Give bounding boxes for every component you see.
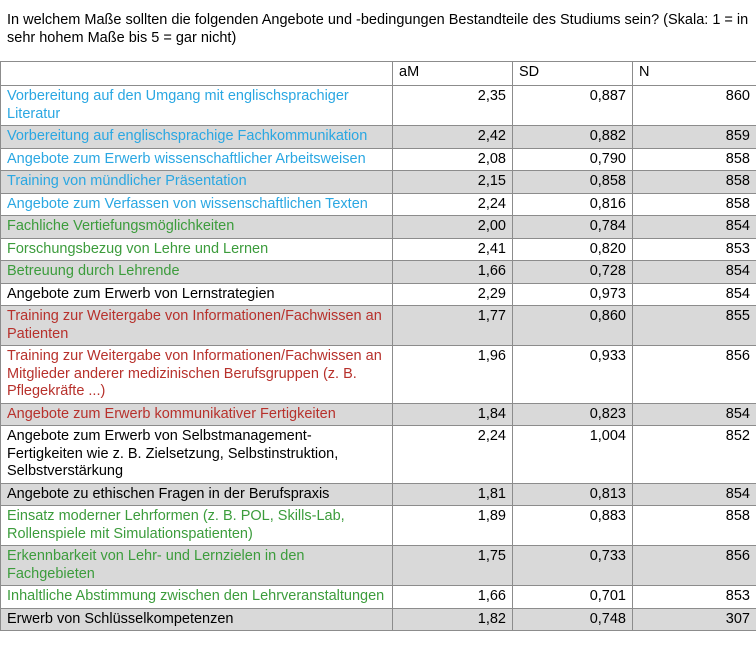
table-row [1, 216, 756, 239]
row-am: 1,75 [393, 546, 513, 586]
row-n: 858 [633, 148, 756, 171]
row-am: 2,00 [393, 216, 513, 239]
header-label-column [1, 62, 393, 86]
row-label: Vorbereitung auf englischsprachige Fachkommunikation [1, 126, 393, 149]
row-label: Angebote zum Erwerb kommunikativer Fertigkeiten [1, 403, 393, 426]
row-am: 2,35 [393, 86, 513, 126]
table-row [1, 403, 756, 426]
statistics-table [0, 61, 756, 631]
row-label: Einsatz moderner Lehrformen (z. B. POL, Skills-Lab, Rollenspiele mit Simulationspatienten) [1, 506, 393, 546]
row-am: 1,77 [393, 306, 513, 346]
row-n: 853 [633, 586, 756, 609]
row-sd: 0,823 [513, 403, 633, 426]
row-sd: 0,701 [513, 586, 633, 609]
row-n: 855 [633, 306, 756, 346]
row-sd: 0,728 [513, 261, 633, 284]
header-am: aM [393, 62, 513, 86]
row-n: 858 [633, 171, 756, 194]
row-am: 1,82 [393, 608, 513, 631]
row-am: 1,81 [393, 483, 513, 506]
table-row [1, 546, 756, 586]
table-row [1, 193, 756, 216]
header-sd: SD [513, 62, 633, 86]
table-body [1, 86, 756, 631]
row-am: 1,66 [393, 586, 513, 609]
row-am: 2,08 [393, 148, 513, 171]
row-label: Forschungsbezug von Lehre und Lernen [1, 238, 393, 261]
row-sd: 0,882 [513, 126, 633, 149]
row-sd: 0,733 [513, 546, 633, 586]
row-sd: 0,858 [513, 171, 633, 194]
row-am: 1,84 [393, 403, 513, 426]
row-sd: 0,933 [513, 346, 633, 404]
row-label: Erkennbarkeit von Lehr- und Lernzielen in den Fachgebieten [1, 546, 393, 586]
row-sd: 0,973 [513, 283, 633, 306]
row-am: 2,41 [393, 238, 513, 261]
row-label: Angebote zum Erwerb von Selbstmanagement-Fertigkeiten wie z. B. Zielsetzung, Selbstinstruktion, Selbstverstärkung [1, 426, 393, 484]
row-label: Angebote zum Verfassen von wissenschaftlichen Texten [1, 193, 393, 216]
table-row [1, 283, 756, 306]
row-sd: 0,813 [513, 483, 633, 506]
table-row [1, 238, 756, 261]
row-n: 856 [633, 346, 756, 404]
table-row [1, 171, 756, 194]
row-label: Angebote zu ethischen Fragen in der Berufspraxis [1, 483, 393, 506]
row-label: Training zur Weitergabe von Informationen/Fachwissen an Patienten [1, 306, 393, 346]
row-n: 852 [633, 426, 756, 484]
row-sd: 0,887 [513, 86, 633, 126]
table-row [1, 483, 756, 506]
table-row [1, 261, 756, 284]
table-row [1, 608, 756, 631]
row-am: 1,66 [393, 261, 513, 284]
row-sd: 0,784 [513, 216, 633, 239]
table-row [1, 86, 756, 126]
row-n: 307 [633, 608, 756, 631]
row-label: Angebote zum Erwerb wissenschaftlicher Arbeitsweisen [1, 148, 393, 171]
row-am: 1,96 [393, 346, 513, 404]
row-n: 854 [633, 483, 756, 506]
table-row [1, 306, 756, 346]
row-am: 2,29 [393, 283, 513, 306]
row-label: Training zur Weitergabe von Informationen/Fachwissen an Mitglieder anderer medizinischen Berufsgruppen (z. B. Pflegekräfte ...) [1, 346, 393, 404]
row-am: 2,15 [393, 171, 513, 194]
row-n: 854 [633, 216, 756, 239]
header-n: N [633, 62, 756, 86]
table-row [1, 586, 756, 609]
row-sd: 0,748 [513, 608, 633, 631]
table-row [1, 426, 756, 484]
row-label: Fachliche Vertiefungsmöglichkeiten [1, 216, 393, 239]
row-am: 2,24 [393, 193, 513, 216]
row-n: 854 [633, 403, 756, 426]
table-row [1, 126, 756, 149]
table-row [1, 506, 756, 546]
row-n: 853 [633, 238, 756, 261]
row-label: Erwerb von Schlüsselkompetenzen [1, 608, 393, 631]
table-row [1, 148, 756, 171]
row-am: 2,42 [393, 126, 513, 149]
row-sd: 1,004 [513, 426, 633, 484]
row-label: Vorbereitung auf den Umgang mit englischsprachiger Literatur [1, 86, 393, 126]
row-n: 858 [633, 506, 756, 546]
row-label: Betreuung durch Lehrende [1, 261, 393, 284]
table-caption: In welchem Maße sollten die folgenden Angebote und -bedingungen Bestandteile des Studiums sein? (Skala: 1 = in sehr hohem Maße bis 5 = gar nicht) [7, 12, 749, 46]
row-label: Angebote zum Erwerb von Lernstrategien [1, 283, 393, 306]
row-sd: 0,820 [513, 238, 633, 261]
row-n: 860 [633, 86, 756, 126]
header-row [1, 62, 756, 86]
row-n: 854 [633, 283, 756, 306]
row-sd: 0,790 [513, 148, 633, 171]
row-sd: 0,816 [513, 193, 633, 216]
row-n: 858 [633, 193, 756, 216]
row-n: 859 [633, 126, 756, 149]
row-n: 856 [633, 546, 756, 586]
row-sd: 0,860 [513, 306, 633, 346]
row-label: Training von mündlicher Präsentation [1, 171, 393, 194]
row-n: 854 [633, 261, 756, 284]
row-am: 1,89 [393, 506, 513, 546]
row-sd: 0,883 [513, 506, 633, 546]
row-label: Inhaltliche Abstimmung zwischen den Lehrveranstaltungen [1, 586, 393, 609]
row-am: 2,24 [393, 426, 513, 484]
table-row [1, 346, 756, 404]
